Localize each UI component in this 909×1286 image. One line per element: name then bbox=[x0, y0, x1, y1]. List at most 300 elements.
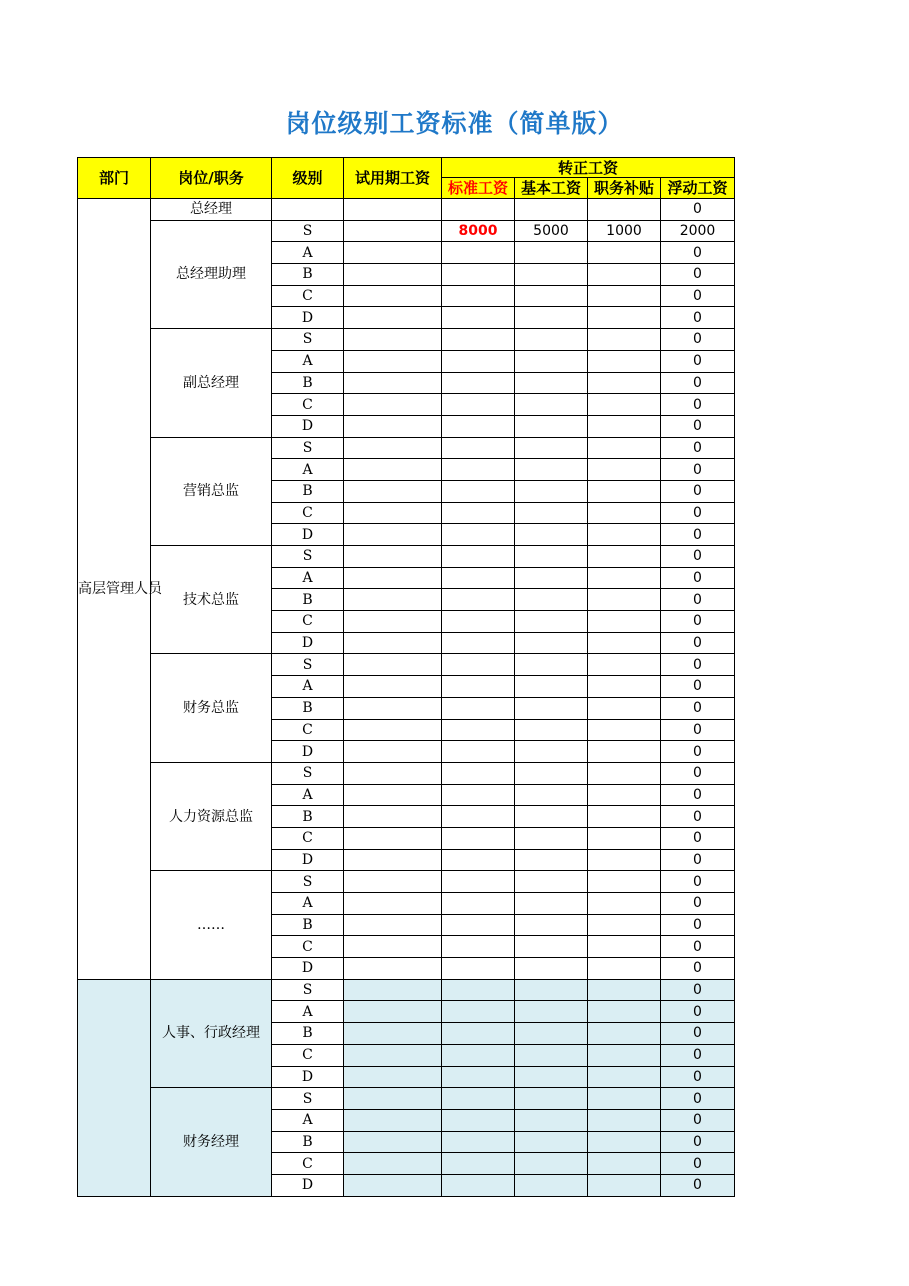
dept-cell bbox=[78, 979, 151, 1196]
allowance-cell bbox=[588, 1174, 661, 1196]
allowance-cell bbox=[588, 437, 661, 459]
level-cell: B bbox=[272, 697, 344, 719]
level-cell: C bbox=[272, 1153, 344, 1175]
floating-cell: 0 bbox=[661, 849, 735, 871]
position-cell: 营销总监 bbox=[151, 437, 272, 545]
standard-cell bbox=[442, 632, 515, 654]
basic-cell bbox=[515, 1001, 588, 1023]
probation-cell bbox=[344, 914, 442, 936]
level-cell: C bbox=[272, 502, 344, 524]
floating-cell: 0 bbox=[661, 762, 735, 784]
probation-cell bbox=[344, 1044, 442, 1066]
standard-cell bbox=[442, 1153, 515, 1175]
basic-cell bbox=[515, 546, 588, 568]
allowance-cell bbox=[588, 741, 661, 763]
basic-cell bbox=[515, 524, 588, 546]
position-cell: 财务经理 bbox=[151, 1088, 272, 1196]
basic-cell bbox=[515, 741, 588, 763]
allowance-cell bbox=[588, 567, 661, 589]
header-probation: 试用期工资 bbox=[344, 158, 442, 199]
standard-cell bbox=[442, 567, 515, 589]
floating-cell: 0 bbox=[661, 567, 735, 589]
standard-cell bbox=[442, 1044, 515, 1066]
probation-cell bbox=[344, 936, 442, 958]
allowance-cell bbox=[588, 480, 661, 502]
floating-cell: 0 bbox=[661, 719, 735, 741]
allowance-cell bbox=[588, 654, 661, 676]
standard-cell bbox=[442, 762, 515, 784]
basic-cell bbox=[515, 827, 588, 849]
allowance-cell bbox=[588, 502, 661, 524]
basic-cell bbox=[515, 567, 588, 589]
allowance-cell bbox=[588, 1023, 661, 1045]
dept-cell: 高层管理人员 bbox=[78, 199, 151, 980]
basic-cell bbox=[515, 784, 588, 806]
basic-cell bbox=[515, 437, 588, 459]
probation-cell bbox=[344, 242, 442, 264]
level-cell: C bbox=[272, 827, 344, 849]
allowance-cell bbox=[588, 936, 661, 958]
probation-cell bbox=[344, 1001, 442, 1023]
basic-cell bbox=[515, 914, 588, 936]
level-cell: C bbox=[272, 394, 344, 416]
probation-cell bbox=[344, 502, 442, 524]
probation-cell bbox=[344, 741, 442, 763]
probation-cell bbox=[344, 524, 442, 546]
level-cell: S bbox=[272, 546, 344, 568]
allowance-cell bbox=[588, 676, 661, 698]
standard-cell bbox=[442, 480, 515, 502]
allowance-cell bbox=[588, 914, 661, 936]
probation-cell bbox=[344, 719, 442, 741]
floating-cell: 0 bbox=[661, 524, 735, 546]
level-cell: S bbox=[272, 1088, 344, 1110]
probation-cell bbox=[344, 480, 442, 502]
basic-cell bbox=[515, 762, 588, 784]
standard-cell bbox=[442, 242, 515, 264]
allowance-cell bbox=[588, 611, 661, 633]
probation-cell bbox=[344, 1109, 442, 1131]
level-cell: C bbox=[272, 1044, 344, 1066]
basic-cell bbox=[515, 1109, 588, 1131]
basic-cell bbox=[515, 372, 588, 394]
standard-cell bbox=[442, 524, 515, 546]
floating-cell: 0 bbox=[661, 480, 735, 502]
basic-cell bbox=[515, 1153, 588, 1175]
level-cell: S bbox=[272, 437, 344, 459]
level-cell: D bbox=[272, 632, 344, 654]
basic-cell bbox=[515, 307, 588, 329]
level-cell: C bbox=[272, 719, 344, 741]
standard-cell bbox=[442, 676, 515, 698]
level-cell: B bbox=[272, 1023, 344, 1045]
standard-cell bbox=[442, 589, 515, 611]
basic-cell bbox=[515, 502, 588, 524]
level-cell: B bbox=[272, 806, 344, 828]
floating-cell: 0 bbox=[661, 871, 735, 893]
allowance-cell bbox=[588, 372, 661, 394]
floating-cell: 0 bbox=[661, 1109, 735, 1131]
basic-cell bbox=[515, 979, 588, 1001]
standard-cell bbox=[442, 697, 515, 719]
allowance-cell bbox=[588, 849, 661, 871]
standard-cell bbox=[442, 936, 515, 958]
allowance-cell bbox=[588, 1131, 661, 1153]
level-cell: C bbox=[272, 936, 344, 958]
standard-cell bbox=[442, 285, 515, 307]
basic-cell bbox=[515, 958, 588, 980]
basic-cell bbox=[515, 632, 588, 654]
probation-cell bbox=[344, 459, 442, 481]
floating-cell: 0 bbox=[661, 1131, 735, 1153]
basic-cell bbox=[515, 1131, 588, 1153]
header-allowance: 职务补贴 bbox=[588, 178, 661, 199]
standard-cell bbox=[442, 611, 515, 633]
standard-cell bbox=[442, 1109, 515, 1131]
table-row bbox=[78, 871, 735, 893]
basic-cell bbox=[515, 936, 588, 958]
standard-cell bbox=[442, 199, 515, 221]
allowance-cell bbox=[588, 524, 661, 546]
table-row bbox=[78, 220, 735, 242]
basic-cell: 5000 bbox=[515, 220, 588, 242]
level-cell: A bbox=[272, 567, 344, 589]
basic-cell bbox=[515, 697, 588, 719]
standard-cell bbox=[442, 914, 515, 936]
floating-cell: 0 bbox=[661, 329, 735, 351]
table-row bbox=[78, 329, 735, 351]
level-cell: D bbox=[272, 524, 344, 546]
probation-cell bbox=[344, 632, 442, 654]
allowance-cell bbox=[588, 1001, 661, 1023]
floating-cell: 0 bbox=[661, 914, 735, 936]
header-floating: 浮动工资 bbox=[661, 178, 735, 199]
allowance-cell bbox=[588, 264, 661, 286]
probation-cell bbox=[344, 350, 442, 372]
floating-cell: 0 bbox=[661, 1066, 735, 1088]
basic-cell bbox=[515, 350, 588, 372]
probation-cell bbox=[344, 784, 442, 806]
level-cell: A bbox=[272, 459, 344, 481]
table-row bbox=[78, 762, 735, 784]
allowance-cell bbox=[588, 719, 661, 741]
basic-cell bbox=[515, 329, 588, 351]
allowance-cell bbox=[588, 1066, 661, 1088]
table-row bbox=[78, 199, 735, 221]
level-cell: B bbox=[272, 589, 344, 611]
standard-cell bbox=[442, 1088, 515, 1110]
allowance-cell bbox=[588, 979, 661, 1001]
floating-cell: 0 bbox=[661, 676, 735, 698]
probation-cell bbox=[344, 264, 442, 286]
level-cell: S bbox=[272, 329, 344, 351]
basic-cell bbox=[515, 719, 588, 741]
allowance-cell bbox=[588, 827, 661, 849]
basic-cell bbox=[515, 1088, 588, 1110]
probation-cell bbox=[344, 394, 442, 416]
allowance-cell bbox=[588, 415, 661, 437]
basic-cell bbox=[515, 415, 588, 437]
floating-cell: 0 bbox=[661, 784, 735, 806]
probation-cell bbox=[344, 697, 442, 719]
standard-cell: 8000 bbox=[442, 220, 515, 242]
floating-cell: 0 bbox=[661, 611, 735, 633]
floating-cell: 0 bbox=[661, 1088, 735, 1110]
floating-cell: 0 bbox=[661, 697, 735, 719]
standard-cell bbox=[442, 741, 515, 763]
level-cell: B bbox=[272, 914, 344, 936]
basic-cell bbox=[515, 1066, 588, 1088]
salary-table bbox=[77, 157, 735, 1197]
probation-cell bbox=[344, 589, 442, 611]
standard-cell bbox=[442, 893, 515, 915]
floating-cell: 2000 bbox=[661, 220, 735, 242]
level-cell: A bbox=[272, 1109, 344, 1131]
standard-cell bbox=[442, 1001, 515, 1023]
allowance-cell bbox=[588, 1044, 661, 1066]
probation-cell bbox=[344, 372, 442, 394]
floating-cell: 0 bbox=[661, 437, 735, 459]
allowance-cell bbox=[588, 762, 661, 784]
standard-cell bbox=[442, 546, 515, 568]
standard-cell bbox=[442, 827, 515, 849]
allowance-cell bbox=[588, 242, 661, 264]
floating-cell: 0 bbox=[661, 372, 735, 394]
standard-cell bbox=[442, 329, 515, 351]
standard-cell bbox=[442, 415, 515, 437]
probation-cell bbox=[344, 979, 442, 1001]
probation-cell bbox=[344, 827, 442, 849]
floating-cell: 0 bbox=[661, 264, 735, 286]
allowance-cell bbox=[588, 1153, 661, 1175]
allowance-cell: 1000 bbox=[588, 220, 661, 242]
level-cell: D bbox=[272, 958, 344, 980]
floating-cell: 0 bbox=[661, 827, 735, 849]
probation-cell bbox=[344, 199, 442, 221]
basic-cell bbox=[515, 893, 588, 915]
page-title: 岗位级别工资标准（简单版） bbox=[285, 109, 624, 138]
level-cell: D bbox=[272, 1174, 344, 1196]
standard-cell bbox=[442, 1131, 515, 1153]
floating-cell: 0 bbox=[661, 936, 735, 958]
probation-cell bbox=[344, 762, 442, 784]
basic-cell bbox=[515, 589, 588, 611]
probation-cell bbox=[344, 611, 442, 633]
probation-cell bbox=[344, 1088, 442, 1110]
floating-cell: 0 bbox=[661, 199, 735, 221]
level-cell: A bbox=[272, 1001, 344, 1023]
standard-cell bbox=[442, 806, 515, 828]
level-cell: S bbox=[272, 979, 344, 1001]
allowance-cell bbox=[588, 199, 661, 221]
level-cell: A bbox=[272, 350, 344, 372]
floating-cell: 0 bbox=[661, 654, 735, 676]
floating-cell: 0 bbox=[661, 285, 735, 307]
level-cell: D bbox=[272, 741, 344, 763]
basic-cell bbox=[515, 611, 588, 633]
floating-cell: 0 bbox=[661, 242, 735, 264]
basic-cell bbox=[515, 676, 588, 698]
allowance-cell bbox=[588, 307, 661, 329]
level-cell: A bbox=[272, 893, 344, 915]
standard-cell bbox=[442, 437, 515, 459]
standard-cell bbox=[442, 849, 515, 871]
position-cell: …… bbox=[151, 871, 272, 979]
standard-cell bbox=[442, 1023, 515, 1045]
position-cell: 人力资源总监 bbox=[151, 762, 272, 870]
basic-cell bbox=[515, 1174, 588, 1196]
standard-cell bbox=[442, 372, 515, 394]
level-cell: C bbox=[272, 611, 344, 633]
position-cell: 财务总监 bbox=[151, 654, 272, 762]
floating-cell: 0 bbox=[661, 589, 735, 611]
probation-cell bbox=[344, 958, 442, 980]
floating-cell: 0 bbox=[661, 958, 735, 980]
allowance-cell bbox=[588, 1109, 661, 1131]
allowance-cell bbox=[588, 697, 661, 719]
floating-cell: 0 bbox=[661, 307, 735, 329]
level-cell: D bbox=[272, 415, 344, 437]
floating-cell: 0 bbox=[661, 459, 735, 481]
probation-cell bbox=[344, 1023, 442, 1045]
floating-cell: 0 bbox=[661, 632, 735, 654]
floating-cell: 0 bbox=[661, 394, 735, 416]
level-cell: S bbox=[272, 762, 344, 784]
floating-cell: 0 bbox=[661, 415, 735, 437]
allowance-cell bbox=[588, 806, 661, 828]
level-cell: D bbox=[272, 1066, 344, 1088]
position-cell: 技术总监 bbox=[151, 546, 272, 654]
header-standard: 标准工资 bbox=[442, 178, 515, 199]
probation-cell bbox=[344, 567, 442, 589]
header-regular: 转正工资 bbox=[442, 158, 735, 178]
allowance-cell bbox=[588, 350, 661, 372]
standard-cell bbox=[442, 979, 515, 1001]
probation-cell bbox=[344, 849, 442, 871]
probation-cell bbox=[344, 1153, 442, 1175]
table-row bbox=[78, 437, 735, 459]
basic-cell bbox=[515, 459, 588, 481]
standard-cell bbox=[442, 502, 515, 524]
position-cell: 人事、行政经理 bbox=[151, 979, 272, 1087]
allowance-cell bbox=[588, 589, 661, 611]
basic-cell bbox=[515, 1023, 588, 1045]
table-row bbox=[78, 654, 735, 676]
probation-cell bbox=[344, 220, 442, 242]
standard-cell bbox=[442, 1174, 515, 1196]
header-level: 级别 bbox=[272, 158, 344, 199]
header-dept: 部门 bbox=[78, 158, 151, 199]
floating-cell: 0 bbox=[661, 893, 735, 915]
header-basic: 基本工资 bbox=[515, 178, 588, 199]
level-cell: A bbox=[272, 784, 344, 806]
probation-cell bbox=[344, 329, 442, 351]
level-cell: S bbox=[272, 654, 344, 676]
level-cell: B bbox=[272, 480, 344, 502]
basic-cell bbox=[515, 264, 588, 286]
standard-cell bbox=[442, 350, 515, 372]
level-cell: A bbox=[272, 242, 344, 264]
standard-cell bbox=[442, 1066, 515, 1088]
standard-cell bbox=[442, 307, 515, 329]
position-cell: 总经理助理 bbox=[151, 220, 272, 328]
floating-cell: 0 bbox=[661, 806, 735, 828]
level-cell: A bbox=[272, 676, 344, 698]
floating-cell: 0 bbox=[661, 546, 735, 568]
floating-cell: 0 bbox=[661, 502, 735, 524]
allowance-cell bbox=[588, 958, 661, 980]
probation-cell bbox=[344, 1131, 442, 1153]
standard-cell bbox=[442, 394, 515, 416]
basic-cell bbox=[515, 242, 588, 264]
probation-cell bbox=[344, 415, 442, 437]
probation-cell bbox=[344, 285, 442, 307]
basic-cell bbox=[515, 285, 588, 307]
standard-cell bbox=[442, 264, 515, 286]
probation-cell bbox=[344, 1066, 442, 1088]
level-cell: C bbox=[272, 285, 344, 307]
probation-cell bbox=[344, 1174, 442, 1196]
table-row bbox=[78, 546, 735, 568]
standard-cell bbox=[442, 654, 515, 676]
header-position: 岗位/职务 bbox=[151, 158, 272, 199]
probation-cell bbox=[344, 546, 442, 568]
basic-cell bbox=[515, 480, 588, 502]
level-cell: B bbox=[272, 264, 344, 286]
allowance-cell bbox=[588, 871, 661, 893]
probation-cell bbox=[344, 437, 442, 459]
basic-cell bbox=[515, 806, 588, 828]
allowance-cell bbox=[588, 285, 661, 307]
allowance-cell bbox=[588, 893, 661, 915]
floating-cell: 0 bbox=[661, 350, 735, 372]
probation-cell bbox=[344, 654, 442, 676]
allowance-cell bbox=[588, 546, 661, 568]
standard-cell bbox=[442, 958, 515, 980]
level-cell: D bbox=[272, 849, 344, 871]
probation-cell bbox=[344, 676, 442, 698]
allowance-cell bbox=[588, 329, 661, 351]
probation-cell bbox=[344, 307, 442, 329]
probation-cell bbox=[344, 893, 442, 915]
standard-cell bbox=[442, 871, 515, 893]
basic-cell bbox=[515, 199, 588, 221]
basic-cell bbox=[515, 871, 588, 893]
floating-cell: 0 bbox=[661, 741, 735, 763]
floating-cell: 0 bbox=[661, 1044, 735, 1066]
floating-cell: 0 bbox=[661, 1023, 735, 1045]
position-cell: 总经理 bbox=[151, 199, 272, 221]
level-cell: D bbox=[272, 307, 344, 329]
allowance-cell bbox=[588, 784, 661, 806]
probation-cell bbox=[344, 871, 442, 893]
allowance-cell bbox=[588, 394, 661, 416]
table-row bbox=[78, 1088, 735, 1110]
standard-cell bbox=[442, 459, 515, 481]
allowance-cell bbox=[588, 632, 661, 654]
basic-cell bbox=[515, 394, 588, 416]
position-cell: 副总经理 bbox=[151, 329, 272, 437]
basic-cell bbox=[515, 849, 588, 871]
floating-cell: 0 bbox=[661, 979, 735, 1001]
probation-cell bbox=[344, 806, 442, 828]
table-row bbox=[78, 979, 735, 1001]
level-cell: B bbox=[272, 1131, 344, 1153]
floating-cell: 0 bbox=[661, 1174, 735, 1196]
basic-cell bbox=[515, 1044, 588, 1066]
level-cell bbox=[272, 199, 344, 221]
standard-cell bbox=[442, 719, 515, 741]
